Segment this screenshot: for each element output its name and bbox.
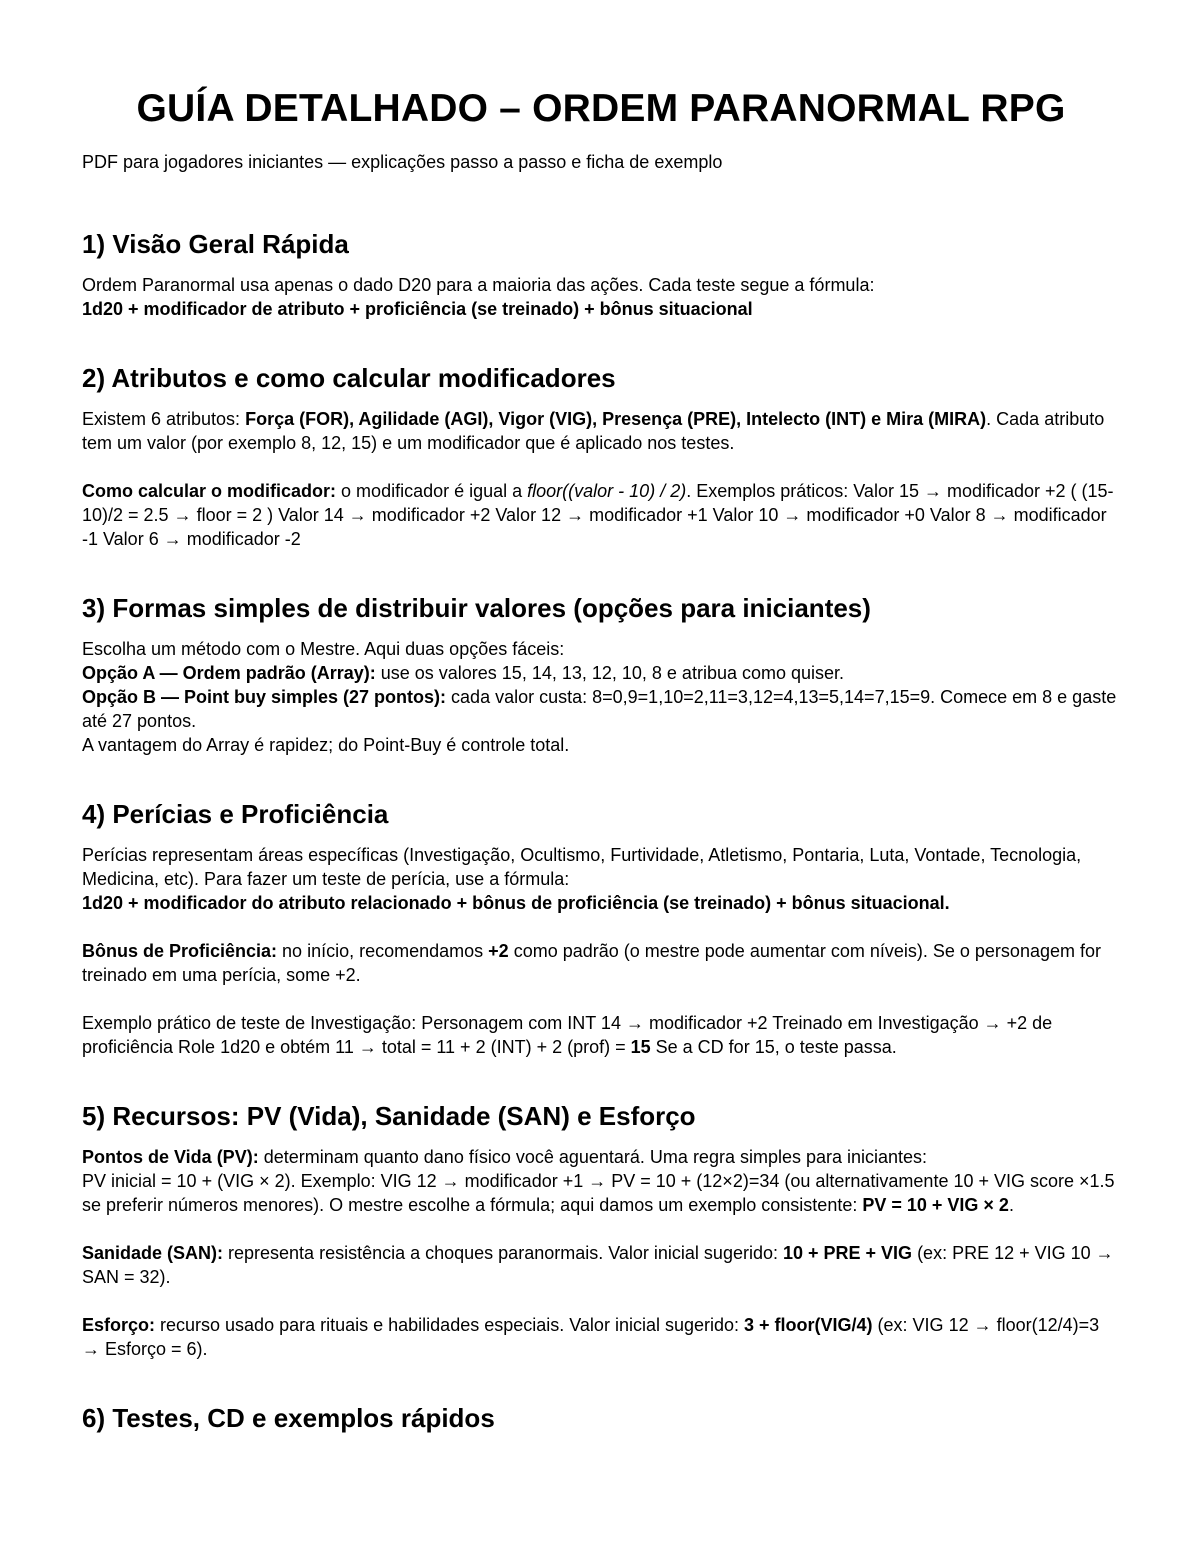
section-heading-skills: 4) Perícias e Proficiência xyxy=(82,799,389,829)
attributes-intro: Existem 6 atributos: xyxy=(82,409,246,429)
document-title: GUÍA DETALHADO – ORDEM PARANORMAL RPG xyxy=(136,87,1066,130)
attributes-paragraph xyxy=(82,407,1120,455)
overview-formula: 1d20 + modificador de atributo + proficiência (se treinado) + bônus situacional xyxy=(82,299,753,319)
section-attributes xyxy=(82,362,1120,551)
option-a-label: Opção A — Ordem padrão (Array): xyxy=(82,663,376,683)
proficiency-value: +2 xyxy=(488,941,509,961)
investigation-example-paragraph xyxy=(82,1011,1120,1059)
section-heading-distribution: 3) Formas simples de distribuir valores (opções para iniciantes) xyxy=(82,593,871,623)
modifier-examples: . Exemplos práticos: Valor 15 → modificador +2 ( (15-10)/2 = 2.5 → floor = 2 ) Valor 14 → modificador +2 Valor 12 → modificador +1 Valor 10 → modificador +0 Valor 8 → modificador -1 Valor 6 → modificador -2 xyxy=(82,481,1114,549)
effort-formula: 3 + floor(VIG/4) xyxy=(744,1315,873,1335)
modifier-formula: floor((valor - 10) / 2) xyxy=(527,481,687,501)
effort-paragraph xyxy=(82,1313,1120,1361)
effort-text-b: (ex: VIG 12 → floor(12/4)=3 → Esforço = 6). xyxy=(82,1315,1100,1359)
hit-points-formula: PV = 10 + VIG × 2 xyxy=(862,1195,1009,1215)
section-overview xyxy=(82,228,1120,321)
document-subtitle: PDF para jogadores iniciantes — explicações passo a passo e ficha de exemplo xyxy=(82,152,723,172)
effort-label: Esforço: xyxy=(82,1315,156,1335)
hit-points-intro: determinam quanto dano físico você aguentará. Uma regra simples para iniciantes: xyxy=(258,1147,928,1167)
sanity-text-a: representa resistência a choques paranormais. Valor inicial sugerido: xyxy=(223,1243,783,1263)
skills-text: Perícias representam áreas específicas (Investigação, Ocultismo, Furtividade, Atletismo, Pontaria, Luta, Vontade, Tecnologia, Medicina, etc). Para fazer um teste de perícia, use a fórmula: xyxy=(82,845,1082,889)
attributes-description: . Cada atributo tem um valor (por exemplo 8, 12, 15) e um modificador que é aplicado nos testes. xyxy=(82,409,1105,453)
distribution-intro: Escolha um método com o Mestre. Aqui duas opções fáceis: xyxy=(82,639,565,659)
section-heading-resources: 5) Recursos: PV (Vida), Sanidade (SAN) e Esforço xyxy=(82,1101,696,1131)
skills-paragraph xyxy=(82,843,1120,915)
hit-points-end: . xyxy=(1008,1195,1014,1215)
investigation-example-total: 15 xyxy=(630,1037,651,1057)
section-resources xyxy=(82,1100,1120,1361)
overview-paragraph xyxy=(82,273,1120,321)
proficiency-paragraph xyxy=(82,939,1120,987)
section-distribution xyxy=(82,592,1120,757)
effort-text-a: recurso usado para rituais e habilidades especiais. Valor inicial sugerido: xyxy=(155,1315,745,1335)
investigation-example-text-b: Se a CD for 15, o teste passa. xyxy=(650,1037,897,1057)
section-skills xyxy=(82,798,1120,1059)
sanity-label: Sanidade (SAN): xyxy=(82,1243,224,1263)
section-heading-attributes: 2) Atributos e como calcular modificadores xyxy=(82,363,616,393)
modifier-paragraph xyxy=(82,479,1120,551)
option-b-label: Opção B — Point buy simples (27 pontos): xyxy=(82,687,447,707)
sanity-text-b: (ex: PRE 12 + VIG 10 → SAN = 32). xyxy=(82,1243,1114,1287)
attributes-list: Força (FOR), Agilidade (AGI), Vigor (VIG), Presença (PRE), Intelecto (INT) e Mira (MIRA) xyxy=(245,409,987,429)
distribution-paragraph xyxy=(82,637,1120,757)
skills-formula: 1d20 + modificador do atributo relacionado + bônus de proficiência (se treinado) + bônus situacional. xyxy=(82,893,950,913)
sanity-formula: 10 + PRE + VIG xyxy=(782,1243,913,1263)
hit-points-paragraph xyxy=(82,1145,1120,1217)
modifier-intro: o modificador é igual a xyxy=(336,481,528,501)
section-heading-tests: 6) Testes, CD e exemplos rápidos xyxy=(82,1403,495,1433)
section-heading-overview: 1) Visão Geral Rápida xyxy=(82,229,349,259)
option-a-text: use os valores 15, 14, 13, 12, 10, 8 e atribua como quiser. xyxy=(375,663,845,683)
option-b-text: cada valor custa: 8=0,9=1,10=2,11=3,12=4,13=5,14=7,15=9. Comece em 8 e gaste até 27 pontos. xyxy=(82,687,1117,731)
sanity-paragraph xyxy=(82,1241,1120,1289)
investigation-example-text-a: Exemplo prático de teste de Investigação: Personagem com INT 14 → modificador +2 Treinado em Investigação → +2 de proficiência Role 1d20 e obtém 11 → total = 11 + 2 (INT) + 2 (prof) = xyxy=(82,1013,1053,1057)
proficiency-label: Bônus de Proficiência: xyxy=(82,941,278,961)
hit-points-text: PV inicial = 10 + (VIG × 2). Exemplo: VIG 12 → modificador +1 → PV = 10 + (12×2)=34 (ou alternativamente 10 + VIG score ×1.5 se preferir números menores). O mestre escolhe a fórmula; aqui damos um exemplo consistente: xyxy=(82,1171,1115,1215)
overview-text: Ordem Paranormal usa apenas o dado D20 para a maioria das ações. Cada teste segue a fórmula: xyxy=(82,275,875,295)
hit-points-label: Pontos de Vida (PV): xyxy=(82,1147,259,1167)
proficiency-text-a: no início, recomendamos xyxy=(277,941,489,961)
section-tests xyxy=(82,1402,1120,1434)
modifier-label: Como calcular o modificador: xyxy=(82,481,337,501)
distribution-summary: A vantagem do Array é rapidez; do Point-Buy é controle total. xyxy=(82,735,570,755)
proficiency-text-b: como padrão (o mestre pode aumentar com níveis). Se o personagem for treinado em uma perícia, some +2. xyxy=(82,941,1101,985)
